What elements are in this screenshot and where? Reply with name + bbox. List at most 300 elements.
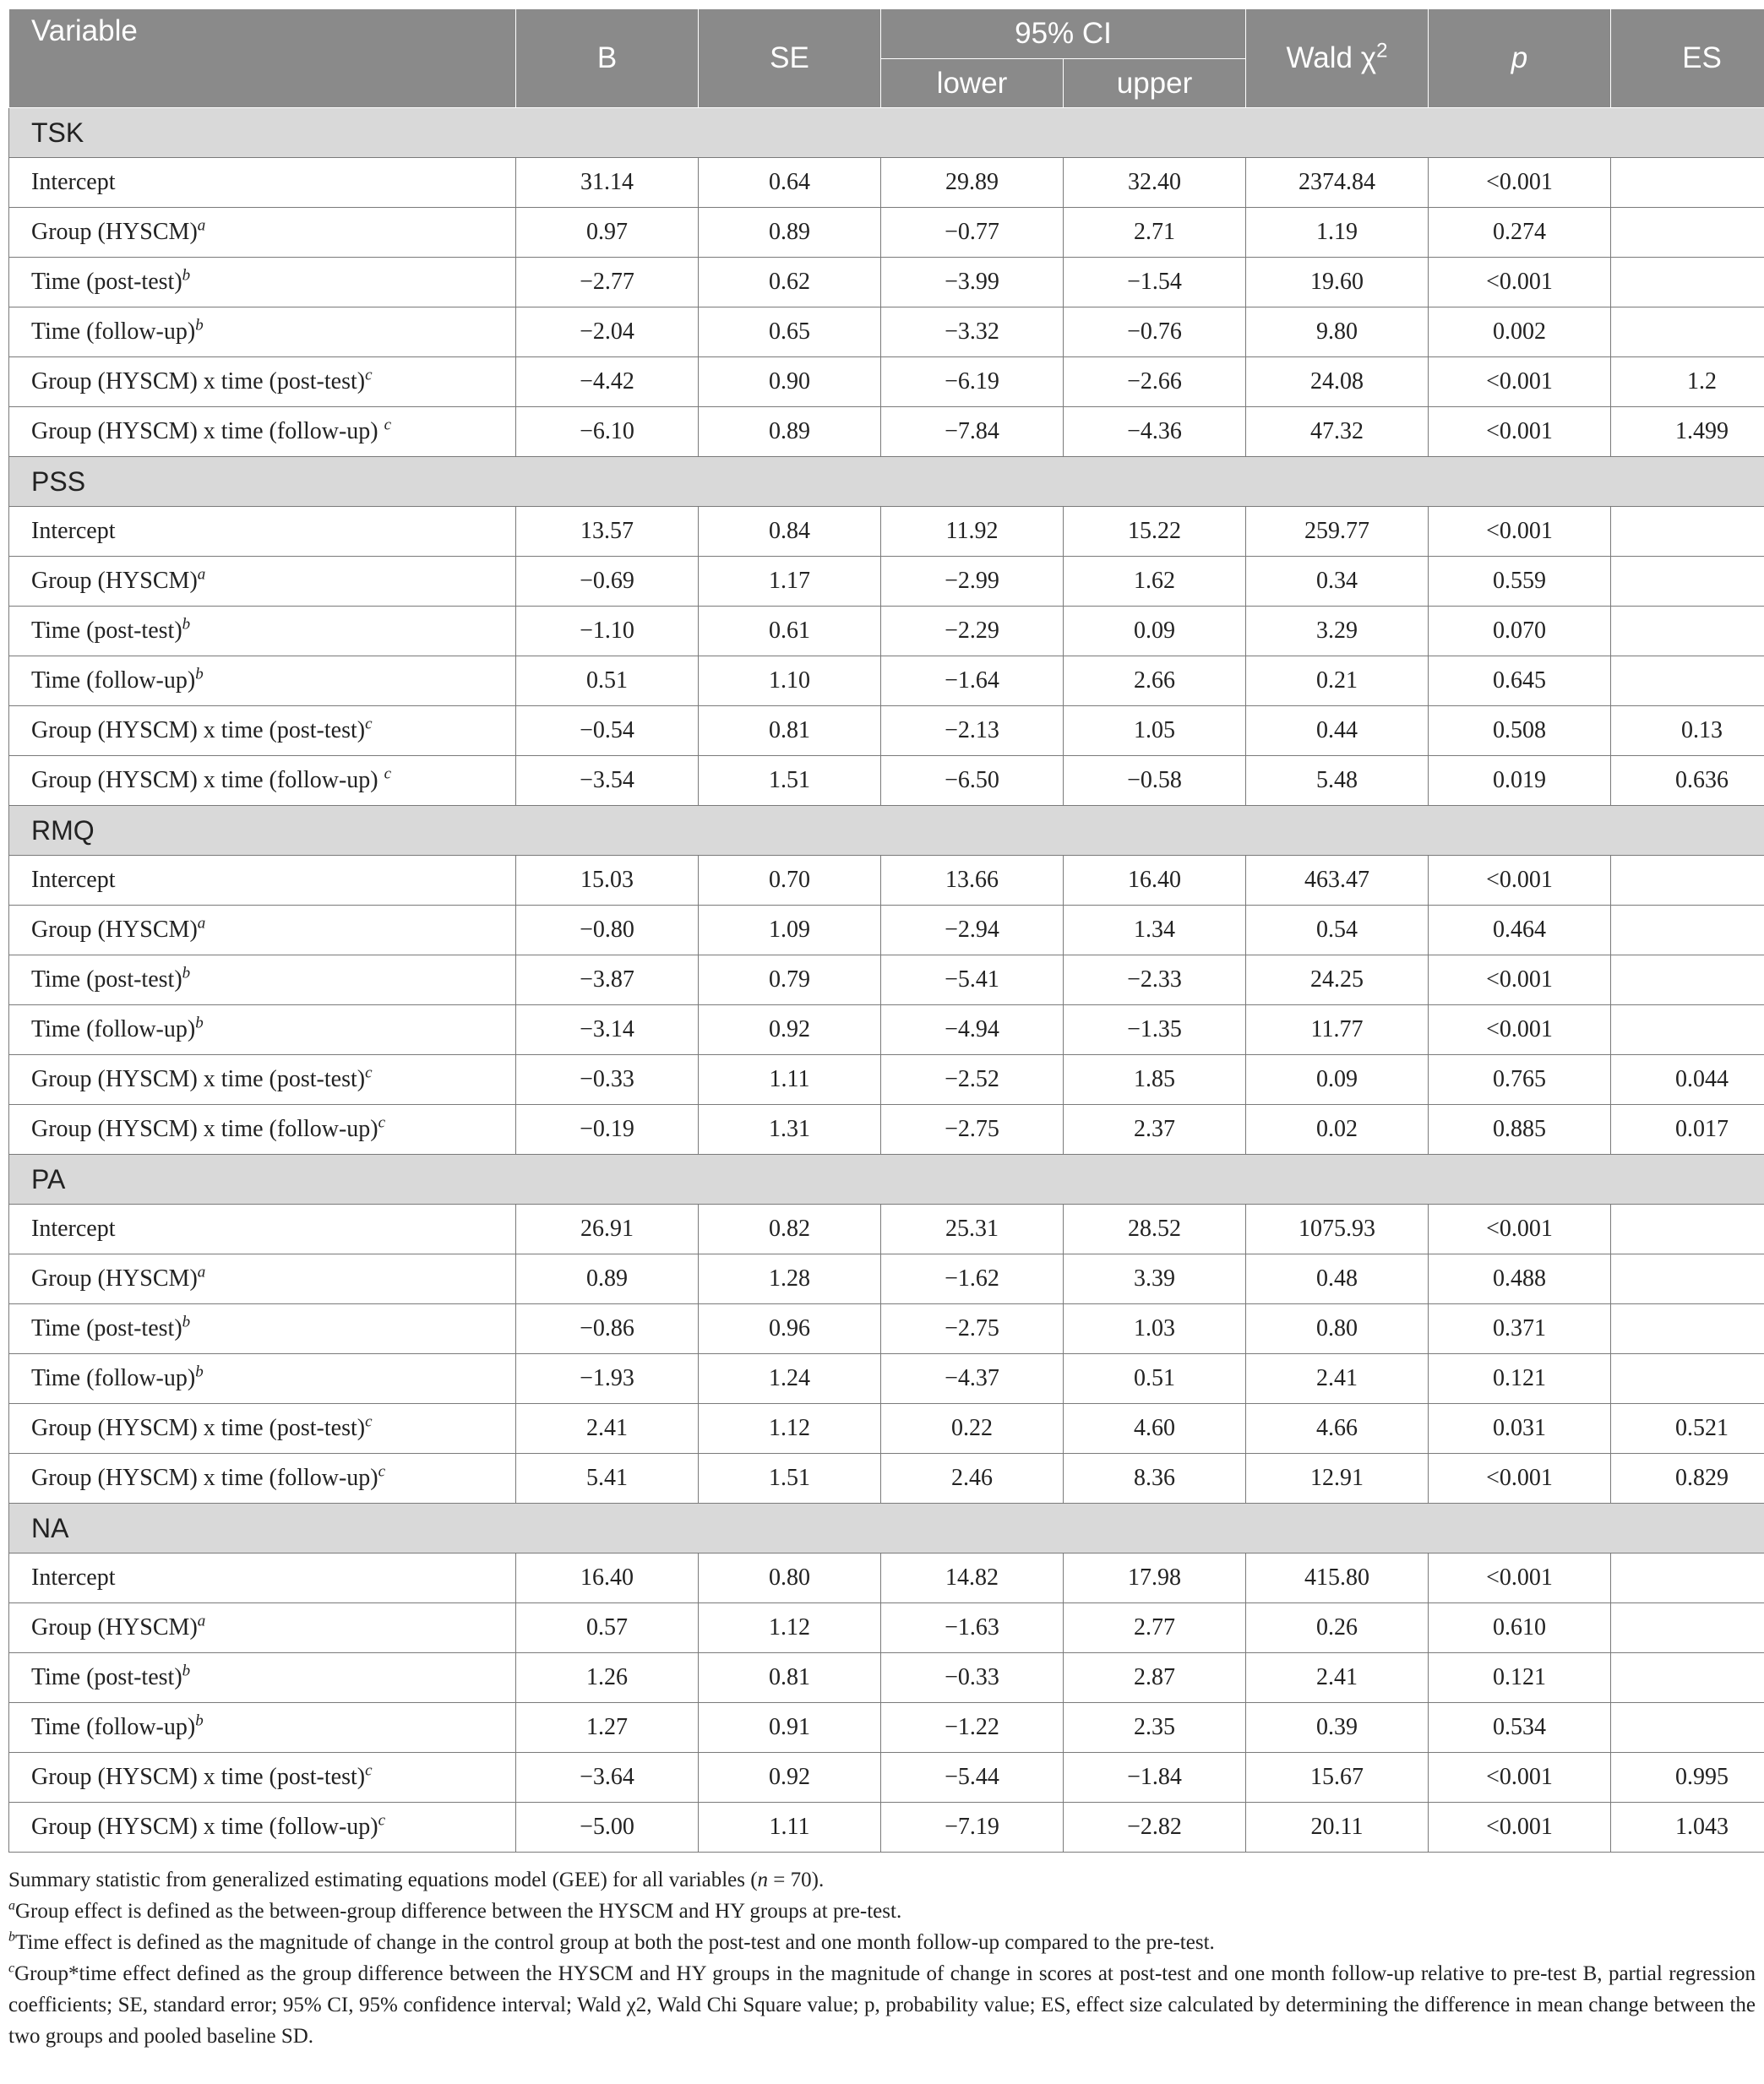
row-label — [9, 1404, 516, 1454]
cell-lower: −2.13 — [881, 706, 1064, 756]
row-label-footnote-marker: b — [182, 1313, 191, 1331]
cell-upper: 2.87 — [1064, 1653, 1246, 1703]
cell-wald: 463.47 — [1246, 856, 1429, 906]
row-label-footnote-marker: c — [378, 1113, 386, 1132]
cell-se: 1.10 — [699, 656, 881, 706]
footnote-b-marker: b — [8, 1929, 15, 1945]
cell-p: <0.001 — [1429, 955, 1611, 1005]
footnote-b-text: Time effect is defined as the magnitude of change in the control group at both the post-test and one month follow-up compared to the pre-test. — [15, 1931, 1215, 1954]
table-body — [9, 108, 1764, 1853]
row-label-text: Time (follow-up) — [31, 1016, 196, 1042]
cell-wald: 4.66 — [1246, 1404, 1429, 1454]
row-label-footnote-marker: a — [197, 1612, 206, 1630]
section-row-na — [9, 1504, 1764, 1553]
cell-wald: 2.41 — [1246, 1653, 1429, 1703]
table-row — [9, 1105, 1764, 1155]
row-label-text: Group (HYSCM) x time (follow-up) — [31, 1116, 378, 1142]
cell-wald: 0.80 — [1246, 1304, 1429, 1354]
cell-wald: 5.48 — [1246, 756, 1429, 806]
row-label-text: Group (HYSCM) x time (follow-up) — [31, 767, 384, 793]
row-label — [9, 357, 516, 407]
cell-p: <0.001 — [1429, 1753, 1611, 1803]
cell-upper: 0.51 — [1064, 1354, 1246, 1404]
cell-wald: 9.80 — [1246, 307, 1429, 357]
cell-b: −3.64 — [516, 1753, 699, 1803]
cell-p: 0.559 — [1429, 557, 1611, 607]
row-label-text: Group (HYSCM) x time (post-test) — [31, 1066, 366, 1092]
row-label-footnote-marker: c — [378, 1462, 386, 1481]
cell-b: 16.40 — [516, 1553, 699, 1603]
footnote-summary-pre: Summary statistic from generalized estimating equations model (GEE) for all variables ( — [8, 1869, 758, 1891]
cell-lower: −4.37 — [881, 1354, 1064, 1404]
cell-lower: −2.52 — [881, 1055, 1064, 1105]
table-row — [9, 1703, 1764, 1753]
row-label-footnote-marker: b — [182, 964, 191, 982]
cell-lower: −1.22 — [881, 1703, 1064, 1753]
cell-se: 0.92 — [699, 1753, 881, 1803]
cell-b: −0.86 — [516, 1304, 699, 1354]
cell-b: −2.04 — [516, 307, 699, 357]
row-label-footnote-marker: b — [182, 615, 191, 634]
cell-upper: 0.09 — [1064, 607, 1246, 656]
table-row — [9, 307, 1764, 357]
cell-se: 1.24 — [699, 1354, 881, 1404]
cell-lower: −5.41 — [881, 955, 1064, 1005]
cell-lower: −2.99 — [881, 557, 1064, 607]
cell-lower: −2.29 — [881, 607, 1064, 656]
cell-lower: −4.94 — [881, 1005, 1064, 1055]
row-label-text: Time (post-test) — [31, 1315, 182, 1341]
cell-se: 1.09 — [699, 906, 881, 955]
cell-wald: 1075.93 — [1246, 1205, 1429, 1254]
row-label-text: Group (HYSCM) — [31, 568, 198, 594]
cell-b: 0.97 — [516, 208, 699, 258]
table-row — [9, 1205, 1764, 1254]
cell-es — [1611, 1603, 1764, 1653]
table-row — [9, 208, 1764, 258]
cell-b: 0.51 — [516, 656, 699, 706]
cell-p: 0.371 — [1429, 1304, 1611, 1354]
row-label — [9, 1454, 516, 1504]
cell-p: 0.488 — [1429, 1254, 1611, 1304]
cell-se: 0.89 — [699, 407, 881, 457]
table-row — [9, 1753, 1764, 1803]
header-ci-lower: lower — [881, 59, 1064, 108]
cell-upper: 1.05 — [1064, 706, 1246, 756]
table-row — [9, 1254, 1764, 1304]
table-row — [9, 1454, 1764, 1504]
cell-wald: 0.39 — [1246, 1703, 1429, 1753]
row-label — [9, 208, 516, 258]
section-row-tsk — [9, 108, 1764, 158]
cell-upper: 1.62 — [1064, 557, 1246, 607]
cell-upper: 3.39 — [1064, 1254, 1246, 1304]
row-label — [9, 1354, 516, 1404]
cell-es — [1611, 507, 1764, 557]
cell-wald: 0.26 — [1246, 1603, 1429, 1653]
cell-b: −4.42 — [516, 357, 699, 407]
cell-es — [1611, 1703, 1764, 1753]
cell-es: 0.829 — [1611, 1454, 1764, 1504]
row-label-text: Group (HYSCM) x time (post-test) — [31, 1415, 366, 1441]
row-label-footnote-marker: c — [365, 1064, 373, 1082]
row-label — [9, 1205, 516, 1254]
cell-se: 1.11 — [699, 1803, 881, 1853]
header-es: ES — [1611, 9, 1764, 108]
cell-wald: 3.29 — [1246, 607, 1429, 656]
cell-lower: −6.19 — [881, 357, 1064, 407]
results-table-container — [8, 8, 1756, 2052]
footnote-a — [8, 1896, 1756, 1927]
table-row — [9, 1005, 1764, 1055]
gee-results-table — [8, 8, 1764, 1853]
cell-upper: −0.76 — [1064, 307, 1246, 357]
cell-lower: 0.22 — [881, 1404, 1064, 1454]
row-label-text: Time (follow-up) — [31, 667, 196, 694]
cell-wald: 0.48 — [1246, 1254, 1429, 1304]
cell-lower: −1.64 — [881, 656, 1064, 706]
row-label-footnote-marker: b — [195, 1014, 204, 1032]
cell-wald: 2374.84 — [1246, 158, 1429, 208]
cell-wald: 1.19 — [1246, 208, 1429, 258]
row-label — [9, 706, 516, 756]
cell-wald: 20.11 — [1246, 1803, 1429, 1853]
cell-b: −2.77 — [516, 258, 699, 307]
footnote-c-marker: c — [8, 1961, 15, 1976]
cell-wald: 47.32 — [1246, 407, 1429, 457]
cell-se: 0.80 — [699, 1553, 881, 1603]
cell-lower: 29.89 — [881, 158, 1064, 208]
section-label: PA — [9, 1155, 1764, 1205]
row-label — [9, 1803, 516, 1853]
row-label — [9, 1553, 516, 1603]
row-label-footnote-marker: b — [195, 665, 204, 683]
footnote-summary-n: n — [757, 1869, 769, 1891]
cell-lower: 14.82 — [881, 1553, 1064, 1603]
cell-upper: 2.71 — [1064, 208, 1246, 258]
cell-b: −0.19 — [516, 1105, 699, 1155]
cell-lower: −3.32 — [881, 307, 1064, 357]
table-row — [9, 756, 1764, 806]
cell-b: 1.26 — [516, 1653, 699, 1703]
row-label — [9, 557, 516, 607]
header-wald-label: Wald χ — [1286, 41, 1377, 74]
row-label-text: Time (follow-up) — [31, 318, 196, 345]
cell-es — [1611, 856, 1764, 906]
cell-se: 0.91 — [699, 1703, 881, 1753]
cell-es — [1611, 307, 1764, 357]
cell-b: −3.54 — [516, 756, 699, 806]
cell-p: <0.001 — [1429, 507, 1611, 557]
cell-p: 0.019 — [1429, 756, 1611, 806]
table-row — [9, 407, 1764, 457]
cell-es — [1611, 1205, 1764, 1254]
cell-p: 0.464 — [1429, 906, 1611, 955]
row-label-footnote-marker: c — [365, 715, 373, 733]
cell-se: 0.70 — [699, 856, 881, 906]
header-b: B — [516, 9, 699, 108]
section-label: PSS — [9, 457, 1764, 507]
cell-wald: 259.77 — [1246, 507, 1429, 557]
cell-wald: 0.54 — [1246, 906, 1429, 955]
cell-es — [1611, 1553, 1764, 1603]
section-label: TSK — [9, 108, 1764, 158]
table-row — [9, 1304, 1764, 1354]
row-label-text: Group (HYSCM) — [31, 1265, 198, 1292]
cell-p: 0.121 — [1429, 1354, 1611, 1404]
cell-lower: −2.75 — [881, 1304, 1064, 1354]
cell-lower: −2.94 — [881, 906, 1064, 955]
cell-wald: 19.60 — [1246, 258, 1429, 307]
table-row — [9, 1603, 1764, 1653]
table-row — [9, 607, 1764, 656]
cell-p: 0.508 — [1429, 706, 1611, 756]
row-label — [9, 1105, 516, 1155]
cell-es — [1611, 1653, 1764, 1703]
table-row — [9, 1055, 1764, 1105]
cell-se: 0.82 — [699, 1205, 881, 1254]
cell-lower: −1.62 — [881, 1254, 1064, 1304]
cell-es: 0.521 — [1611, 1404, 1764, 1454]
table-row — [9, 656, 1764, 706]
cell-upper: 2.35 — [1064, 1703, 1246, 1753]
cell-se: 0.81 — [699, 706, 881, 756]
row-label-footnote-marker: b — [195, 316, 204, 335]
cell-upper: 32.40 — [1064, 158, 1246, 208]
table-row — [9, 1553, 1764, 1603]
cell-p: <0.001 — [1429, 1803, 1611, 1853]
cell-p: 0.121 — [1429, 1653, 1611, 1703]
cell-lower: −5.44 — [881, 1753, 1064, 1803]
footnote-b — [8, 1927, 1756, 1958]
row-label — [9, 1753, 516, 1803]
cell-lower: 13.66 — [881, 856, 1064, 906]
cell-wald: 2.41 — [1246, 1354, 1429, 1404]
section-label: RMQ — [9, 806, 1764, 856]
cell-wald: 0.21 — [1246, 656, 1429, 706]
cell-b: −6.10 — [516, 407, 699, 457]
cell-se: 0.61 — [699, 607, 881, 656]
section-row-pss — [9, 457, 1764, 507]
footnote-summary — [8, 1864, 1756, 1896]
row-label-footnote-marker: c — [365, 366, 373, 384]
cell-wald: 24.08 — [1246, 357, 1429, 407]
cell-wald: 415.80 — [1246, 1553, 1429, 1603]
cell-p: <0.001 — [1429, 1454, 1611, 1504]
cell-p: 0.274 — [1429, 208, 1611, 258]
row-label-text: Time (post-test) — [31, 618, 182, 644]
table-row — [9, 158, 1764, 208]
cell-se: 0.90 — [699, 357, 881, 407]
footnote-a-marker: a — [8, 1898, 15, 1913]
cell-p: 0.002 — [1429, 307, 1611, 357]
table-row — [9, 1404, 1764, 1454]
table-row — [9, 706, 1764, 756]
cell-p: <0.001 — [1429, 1553, 1611, 1603]
cell-lower: −7.19 — [881, 1803, 1064, 1853]
row-label — [9, 158, 516, 208]
row-label — [9, 656, 516, 706]
section-row-rmq — [9, 806, 1764, 856]
cell-b: −0.80 — [516, 906, 699, 955]
row-label-text: Intercept — [31, 1564, 116, 1591]
cell-b: 0.57 — [516, 1603, 699, 1653]
footnote-a-text: Group effect is defined as the between-group difference between the HYSCM and HY groups at pre-test. — [15, 1900, 902, 1923]
cell-es — [1611, 1254, 1764, 1304]
row-label-footnote-marker: c — [365, 1761, 373, 1780]
table-row — [9, 1354, 1764, 1404]
cell-p: <0.001 — [1429, 407, 1611, 457]
cell-upper: 17.98 — [1064, 1553, 1246, 1603]
row-label — [9, 307, 516, 357]
cell-upper: 16.40 — [1064, 856, 1246, 906]
cell-p: <0.001 — [1429, 1205, 1611, 1254]
cell-es — [1611, 158, 1764, 208]
header-ci-upper: upper — [1064, 59, 1246, 108]
cell-upper: 2.37 — [1064, 1105, 1246, 1155]
row-label-text: Group (HYSCM) — [31, 917, 198, 943]
cell-b: −0.33 — [516, 1055, 699, 1105]
row-label-text: Group (HYSCM) — [31, 219, 198, 245]
cell-upper: 1.34 — [1064, 906, 1246, 955]
cell-upper: 2.77 — [1064, 1603, 1246, 1653]
cell-lower: 25.31 — [881, 1205, 1064, 1254]
cell-b: 13.57 — [516, 507, 699, 557]
cell-b: 15.03 — [516, 856, 699, 906]
row-label-footnote-marker: b — [182, 266, 191, 285]
row-label — [9, 1304, 516, 1354]
row-label-text: Intercept — [31, 1216, 116, 1242]
cell-upper: −2.82 — [1064, 1803, 1246, 1853]
cell-b: −3.14 — [516, 1005, 699, 1055]
cell-se: 1.17 — [699, 557, 881, 607]
cell-se: 0.65 — [699, 307, 881, 357]
cell-p: 0.031 — [1429, 1404, 1611, 1454]
cell-lower: −0.33 — [881, 1653, 1064, 1703]
cell-p: 0.885 — [1429, 1105, 1611, 1155]
cell-p: <0.001 — [1429, 856, 1611, 906]
table-footnotes — [8, 1864, 1756, 2052]
cell-lower: −0.77 — [881, 208, 1064, 258]
cell-wald: 0.02 — [1246, 1105, 1429, 1155]
cell-se: 1.31 — [699, 1105, 881, 1155]
cell-b: −1.10 — [516, 607, 699, 656]
cell-b: 5.41 — [516, 1454, 699, 1504]
cell-upper: −2.66 — [1064, 357, 1246, 407]
cell-upper: −1.84 — [1064, 1753, 1246, 1803]
cell-upper: −4.36 — [1064, 407, 1246, 457]
row-label — [9, 756, 516, 806]
cell-b: −0.54 — [516, 706, 699, 756]
cell-p: <0.001 — [1429, 158, 1611, 208]
cell-es: 0.636 — [1611, 756, 1764, 806]
cell-p: 0.070 — [1429, 607, 1611, 656]
cell-wald: 11.77 — [1246, 1005, 1429, 1055]
cell-se: 0.89 — [699, 208, 881, 258]
row-label-footnote-marker: b — [195, 1363, 204, 1381]
cell-upper: 1.03 — [1064, 1304, 1246, 1354]
cell-es — [1611, 656, 1764, 706]
row-label-text: Group (HYSCM) x time (post-test) — [31, 368, 366, 394]
row-label-footnote-marker: a — [197, 914, 206, 933]
row-label-footnote-marker: b — [195, 1711, 204, 1730]
cell-se: 0.64 — [699, 158, 881, 208]
cell-lower: −1.63 — [881, 1603, 1064, 1653]
table-row — [9, 357, 1764, 407]
cell-se: 1.28 — [699, 1254, 881, 1304]
row-label — [9, 1254, 516, 1304]
cell-p: <0.001 — [1429, 258, 1611, 307]
cell-p: 0.765 — [1429, 1055, 1611, 1105]
header-ci: 95% CI — [881, 9, 1246, 59]
cell-es — [1611, 955, 1764, 1005]
cell-upper: −0.58 — [1064, 756, 1246, 806]
row-label-text: Time (post-test) — [31, 269, 182, 295]
cell-b: −3.87 — [516, 955, 699, 1005]
cell-upper: −1.54 — [1064, 258, 1246, 307]
row-label-footnote-marker: a — [197, 1263, 206, 1281]
table-row — [9, 856, 1764, 906]
header-se: SE — [699, 9, 881, 108]
section-row-pa — [9, 1155, 1764, 1205]
table-row — [9, 258, 1764, 307]
footnote-c-text: Group*time effect defined as the group difference between the HYSCM and HY groups in the magnitude of change in scores at post-test and one month follow-up relative to pre-test B, partial regression coefficients; SE, standard error; 95% CI, 95% confidence interval; Wald χ2, Wald Chi Square value; p, probability value; ES, effect size calculated by determining the difference in mean change between the two groups and pooled baseline SD. — [8, 1962, 1756, 2048]
cell-es — [1611, 1005, 1764, 1055]
row-label-text: Time (post-test) — [31, 966, 182, 993]
footnote-summary-post: = 70). — [768, 1869, 825, 1891]
cell-se: 0.62 — [699, 258, 881, 307]
row-label-text: Time (follow-up) — [31, 1365, 196, 1391]
cell-se: 0.79 — [699, 955, 881, 1005]
cell-es — [1611, 1304, 1764, 1354]
row-label — [9, 607, 516, 656]
cell-es — [1611, 906, 1764, 955]
cell-es: 1.499 — [1611, 407, 1764, 457]
row-label — [9, 955, 516, 1005]
row-label-text: Intercept — [31, 518, 116, 544]
cell-upper: 4.60 — [1064, 1404, 1246, 1454]
header-variable: Variable — [9, 9, 516, 108]
cell-wald: 12.91 — [1246, 1454, 1429, 1504]
row-label-text: Time (post-test) — [31, 1664, 182, 1690]
row-label-text: Time (follow-up) — [31, 1714, 196, 1740]
table-row — [9, 557, 1764, 607]
cell-b: 2.41 — [516, 1404, 699, 1454]
cell-b: 0.89 — [516, 1254, 699, 1304]
cell-es: 0.13 — [1611, 706, 1764, 756]
row-label-footnote-marker: c — [384, 416, 392, 434]
cell-lower: −7.84 — [881, 407, 1064, 457]
row-label-text: Group (HYSCM) x time (post-test) — [31, 1764, 366, 1790]
cell-se: 0.84 — [699, 507, 881, 557]
row-label-footnote-marker: a — [197, 216, 206, 235]
cell-se: 1.51 — [699, 756, 881, 806]
cell-lower: −2.75 — [881, 1105, 1064, 1155]
row-label — [9, 258, 516, 307]
cell-b: −1.93 — [516, 1354, 699, 1404]
row-label-text: Group (HYSCM) — [31, 1614, 198, 1641]
cell-es — [1611, 607, 1764, 656]
cell-es: 1.2 — [1611, 357, 1764, 407]
row-label — [9, 856, 516, 906]
cell-upper: 2.66 — [1064, 656, 1246, 706]
cell-upper: 1.85 — [1064, 1055, 1246, 1105]
cell-wald: 0.09 — [1246, 1055, 1429, 1105]
table-row — [9, 1803, 1764, 1853]
table-row — [9, 906, 1764, 955]
cell-b: −5.00 — [516, 1803, 699, 1853]
cell-se: 0.81 — [699, 1653, 881, 1703]
